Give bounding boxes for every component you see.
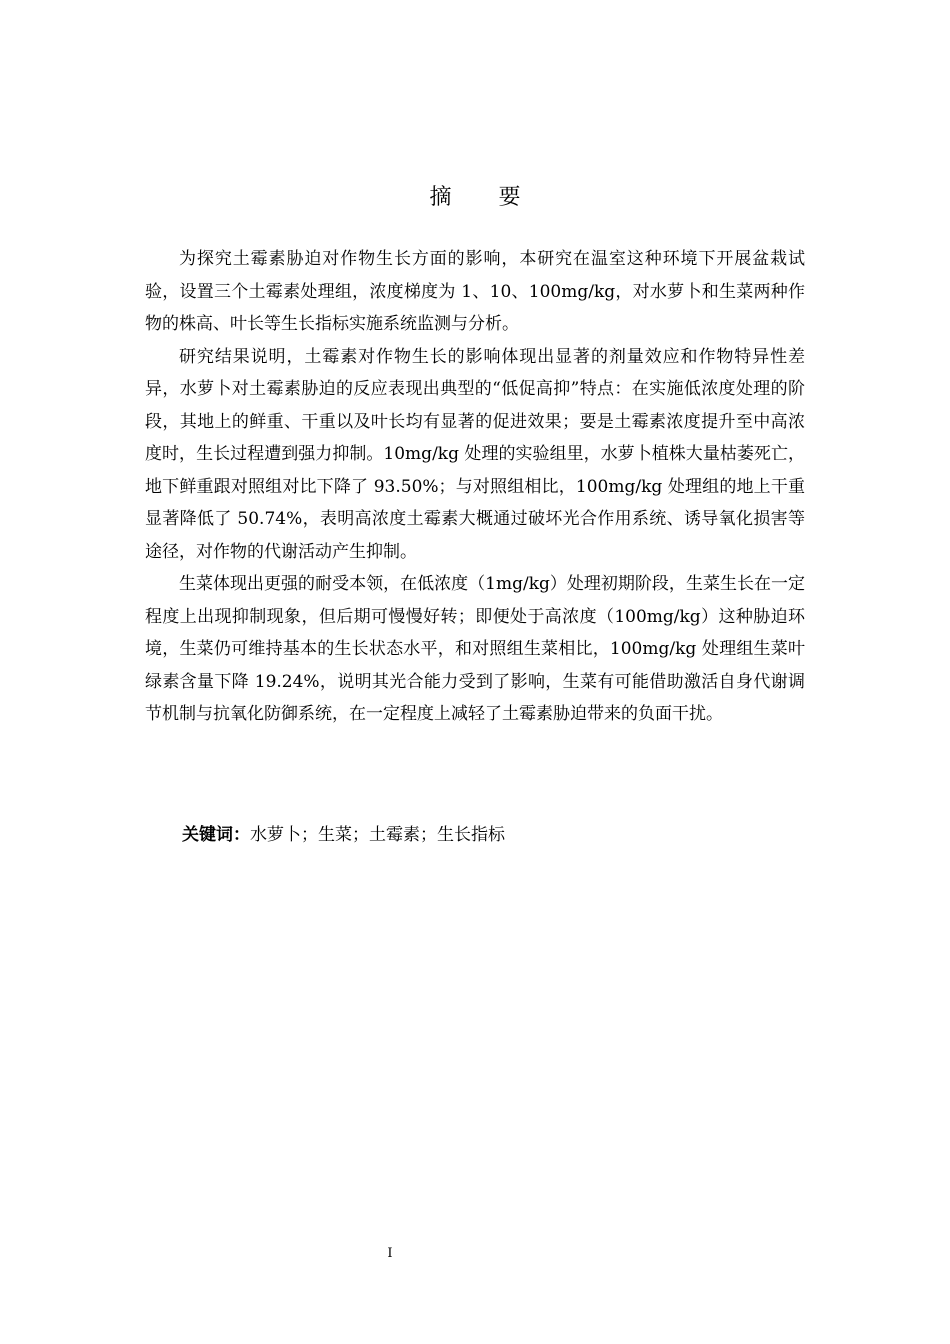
abstract-title: 摘 要 xyxy=(429,185,541,210)
keywords-line xyxy=(182,819,802,851)
keywords-text: 水萝卜；生菜；土霉素；生长指标 xyxy=(250,825,505,845)
page-number: I xyxy=(387,1246,393,1261)
abstract-body xyxy=(145,243,805,731)
keywords-label: 关键词： xyxy=(182,825,250,845)
abstract-paragraph-2: 研究结果说明，土霉素对作物生长的影响体现出显著的剂量效应和作物特异性差异，水萝卜对土霉素胁迫的反应表现出典型的“低促高抑”特点：在实施低浓度处理的阶段，其地上的鲜重、干重以及叶长均有显著的促进效果；要是土霉素浓度提升至中高浓度时，生长过程遭到强力抑制。10mg/kg 处理的实验组里，水萝卜植株大量枯萎死亡，地下鲜重跟对照组对比下降了 93.50%；与对照组相比，100mg/kg 处理组的地上干重显著降低了 50.74%，表明高浓度土霉素大概通过破坏光合作用系统、诱导氧化损害等途径，对作物的代谢活动产生抑制。 xyxy=(145,346,805,562)
abstract-paragraph-3: 生菜体现出更强的耐受本领，在低浓度（1mg/kg）处理初期阶段，生菜生长在一定程度上出现抑制现象，但后期可慢慢好转；即便处于高浓度（100mg/kg）这种胁迫环境，生菜仍可维持基本的生长状态水平，和对照组生菜相比，100mg/kg 处理组生菜叶绿素含量下降 19.24%，说明其光合能力受到了影响，生菜有可能借助激活自身代谢调节机制与抗氧化防御系统，在一定程度上减轻了土霉素胁迫带来的负面干扰。 xyxy=(145,574,805,724)
abstract-paragraph-1: 为探究土霉素胁迫对作物生长方面的影响，本研究在温室这种环境下开展盆栽试验，设置三个土霉素处理组，浓度梯度为 1、10、100mg/kg，对水萝卜和生菜两种作物的株高、叶长等生长指标实施系统监测与分析。 xyxy=(145,249,805,334)
